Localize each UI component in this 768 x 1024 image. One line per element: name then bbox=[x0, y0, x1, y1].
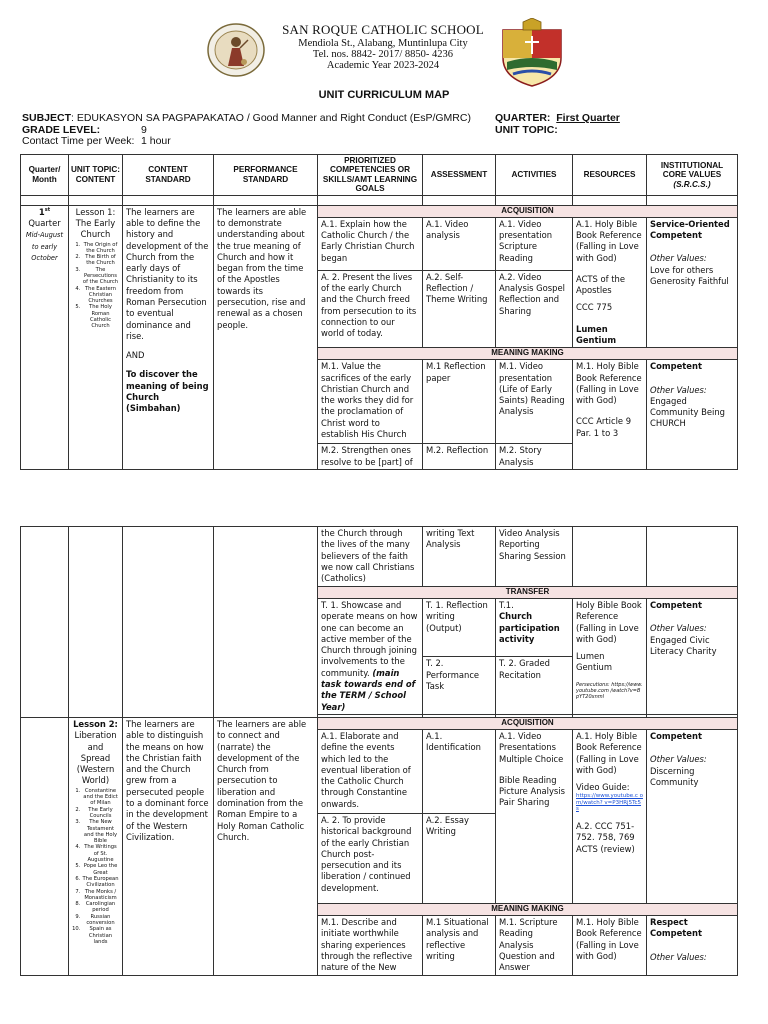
lesson-2-topic: 6. The European Civilization bbox=[82, 876, 119, 889]
performance-standard-cont bbox=[214, 527, 318, 718]
assessment-a2: A.2. Self-Reflection / Theme Writing bbox=[423, 270, 496, 348]
values-title: Competent bbox=[650, 600, 702, 610]
resources-a1: A.1. Holy Bible Book Reference (Falling in Love with God) bbox=[576, 218, 642, 263]
school-name: SAN ROQUE CATHOLIC SCHOOL bbox=[282, 22, 484, 37]
lesson-1-cell bbox=[69, 205, 123, 469]
values-other-label: Other Values: bbox=[650, 253, 707, 264]
lesson-2-topic: 8. Carolingian period bbox=[82, 901, 119, 914]
competency-a2: A. 2. Present the lives of the early Church and the Church freed from persecution to its connection to our world of today. bbox=[318, 270, 423, 348]
subject-info bbox=[22, 113, 762, 148]
resources-video-guide: Video Guide: bbox=[576, 782, 630, 793]
competency-l2-a2: A. 2. To provide historical background of the early Christian Church post-persecution and its liberation / continued development. bbox=[318, 813, 423, 903]
values-m bbox=[647, 360, 738, 470]
school-phone: Tel. nos. 8842- 2017/ 8850- 4236 bbox=[312, 49, 454, 60]
quarter-num: 1 bbox=[38, 206, 45, 217]
lesson-2-performance-standard: The learners are able to connect and (narrate) the development of the Church from persecution to liberation and domination from the Roman Empire to a Holy Roman Catholic Church. bbox=[214, 717, 318, 975]
core-values-title: INSTITUTIONAL CORE VALUES bbox=[660, 160, 724, 180]
lesson-1-performance-standard: The learners are able to demonstrate understanding about the true meaning of Church and how it began from the time of the Apostles towards its persecution, rise and renewal as a chosen people. bbox=[214, 205, 318, 469]
values-other-label: Other Values: bbox=[650, 384, 707, 395]
lesson-1-topic: 4. The Eastern Christian Churches bbox=[82, 286, 119, 305]
competency-l2-a1: A.1. Elaborate and define the events which led to the eventual liberation of the Catholic Church through Constantine onwards. bbox=[318, 729, 423, 813]
header-quarter: Quarter/ Month bbox=[21, 155, 69, 196]
activities-a1: A.1. Video presentation Scripture Reading bbox=[496, 217, 573, 270]
resources-lumen: Lumen Gentium bbox=[576, 323, 617, 345]
lesson-2-title: Lesson 2: bbox=[73, 718, 118, 729]
lesson-2-topic: 7. The Monks / Monasticism bbox=[82, 889, 119, 902]
contact-label: Contact Time per Week: bbox=[22, 135, 135, 147]
values-other-label: Other Values: bbox=[650, 623, 707, 634]
lesson-1-topic: 1. The Origin of the Church bbox=[82, 242, 119, 255]
resources-l2-a2: A.2. CCC 751-752. 758, 769 ACTS (review) bbox=[576, 820, 635, 854]
lesson-1-topic: 2. The Birth of the Church bbox=[82, 254, 119, 267]
quarter-sup: st bbox=[44, 206, 51, 213]
lesson-2-topic: 2. The Early Councils bbox=[82, 807, 119, 820]
activities-l2-a bbox=[496, 729, 573, 903]
resources-l2-m1: M.1. Holy Bible Book Reference (Falling in Love with God) bbox=[573, 915, 647, 975]
assessment-a1: A.1. Video analysis bbox=[423, 217, 496, 270]
school-address: Mendiola St., Alabang, Muntinlupa City bbox=[298, 38, 468, 49]
resources-a bbox=[573, 217, 647, 348]
document-header bbox=[0, 0, 768, 110]
resources-ccc-art: CCC Article 9 Par. 1 to 3 bbox=[576, 416, 632, 438]
curriculum-table-page-2 bbox=[20, 526, 738, 976]
resources-l2-a bbox=[573, 729, 647, 903]
values-list: Engaged Community Being CHURCH bbox=[650, 395, 725, 429]
values-other-label: Other Values: bbox=[650, 754, 707, 765]
lesson-1-topic: 3. The Persecutions of the Church bbox=[82, 267, 119, 286]
phase-acquisition: ACQUISITION bbox=[318, 205, 738, 217]
school-info bbox=[268, 22, 498, 71]
competency-t1-main-task: (main task towards end of the TERM / School Year) bbox=[321, 667, 416, 712]
values-title: Competent bbox=[650, 361, 702, 372]
core-values-sub: (S.R.C.S.) bbox=[673, 179, 711, 189]
lesson-1-topic: 5. The Holy Roman Catholic Church bbox=[82, 304, 119, 329]
content-standard-and: AND bbox=[126, 350, 145, 361]
assessment-t2: T. 2. Performance Task bbox=[423, 657, 496, 714]
subject-label: SUBJECT bbox=[22, 112, 72, 124]
assessment-m2-cont: writing Text Analysis bbox=[423, 527, 496, 587]
values-l2-a bbox=[647, 729, 738, 903]
values-t bbox=[647, 599, 738, 715]
assessment-l2-m1: M.1 Situational analysis and reflective writing bbox=[423, 915, 496, 975]
values-list: Discerning Community bbox=[650, 765, 699, 787]
activities-l2-a1: A.1. Video Presentations Multiple Choice bbox=[499, 730, 564, 764]
lesson-1-title: Lesson 1: bbox=[75, 206, 116, 217]
resources-m bbox=[573, 360, 647, 470]
resources-persecutions-link[interactable]: Persecutions: https://www.youtube.com /watch?v=BpYT20xnml bbox=[576, 681, 643, 700]
quarter-cell-lesson-2 bbox=[21, 717, 69, 975]
lesson-1-name: The Early Church bbox=[75, 217, 116, 240]
phase-acquisition-2: ACQUISITION bbox=[318, 717, 738, 729]
lesson-2-topic: 10. Spain as Christian lands bbox=[82, 926, 119, 945]
activities-m2: M.2. Story Analysis bbox=[496, 444, 573, 470]
activities-l2-m1: M.1. Scripture Reading Analysis Question and Answer bbox=[496, 915, 573, 975]
lesson-2-topic: 9. Russian conversion bbox=[82, 914, 119, 927]
content-standard-emphasis: To discover the meaning of being Church (Simbahan) bbox=[126, 369, 209, 414]
resources-t bbox=[573, 599, 647, 715]
resources-l2-a1: A.1. Holy Bible Book Reference (Falling in Love with God) bbox=[576, 730, 642, 775]
document-title: UNIT CURRICULUM MAP bbox=[318, 89, 450, 101]
quarter-label-cell: Quarter bbox=[28, 217, 61, 228]
diocese-crest-icon bbox=[497, 18, 567, 88]
content-standard-text: The learners are able to define the history and development of the Church from the early days of Christianity to its freedom from Roman Persecution to eventual dominance and rise. bbox=[126, 206, 209, 341]
header-content-standard: CONTENT STANDARD bbox=[123, 155, 214, 196]
resources-t1: Holy Bible Book Reference (Falling in Love with God) bbox=[576, 600, 642, 644]
competency-m1: M.1. Value the sacrifices of the early Christian Church and the works they did for the proclamation of Christ word to establish His Church bbox=[318, 360, 423, 444]
assessment-m2: M.2. Reflection bbox=[423, 444, 496, 470]
assessment-l2-a2: A.2. Essay Writing bbox=[423, 813, 496, 903]
quarter-cell bbox=[21, 205, 69, 469]
header-activities: ACTIVITIES bbox=[496, 155, 573, 196]
lesson-2-cell bbox=[69, 717, 123, 975]
values-title: Respect Competent bbox=[650, 916, 702, 939]
contact-value: 1 hour bbox=[141, 135, 171, 147]
lesson-2-topic: 1. Constantine and the Edict of Milan bbox=[82, 788, 119, 807]
values-m2-cont bbox=[647, 527, 738, 587]
lesson-1-content-standard bbox=[123, 205, 214, 469]
header-unit-topic: UNIT TOPIC: CONTENT bbox=[69, 155, 123, 196]
grade-label: GRADE LEVEL: bbox=[22, 123, 101, 136]
lesson-2-topics bbox=[72, 788, 119, 945]
curriculum-table-page-1 bbox=[20, 154, 738, 470]
subject-value: : EDUKASYON SA PAGPAPAKATAO / Good Manner and Right Conduct (EsP/GMRC) bbox=[71, 112, 471, 124]
values-a bbox=[647, 217, 738, 348]
values-title: Service-Oriented Competent bbox=[650, 218, 730, 240]
activities-m2-cont: Video Analysis Reporting Sharing Session bbox=[496, 527, 573, 587]
phase-meaning-making: MEANING MAKING bbox=[318, 348, 738, 360]
lesson-1-topics bbox=[72, 242, 119, 330]
assessment-t1: T. 1. Reflection writing (Output) bbox=[423, 599, 496, 657]
lesson-2-content-standard: The learners are able to distinguish the means on how the Christian faith and the Church grew from a persecuted people to a dominant force in the development of the Western Civilization. bbox=[123, 717, 214, 975]
assessment-l2-a1: A.1. Identification bbox=[423, 729, 496, 813]
quarter-cell-cont bbox=[21, 527, 69, 718]
header-competencies: PRIORITIZED COMPETENCIES OR SKILLS/AMT LEARNING GOALS bbox=[318, 155, 423, 196]
competency-t1-text: T. 1. Showcase and operate means on how one can become an active member of the Church through joining involvements to the community. bbox=[321, 600, 418, 678]
values-list: Love for others Generosity Faithful bbox=[650, 264, 729, 286]
school-seal-icon bbox=[206, 22, 266, 78]
competency-l2-m1: M.1. Describe and initiate worthwhile sharing experiences through the reflective nature of the New bbox=[318, 915, 423, 975]
header-assessment: ASSESSMENT bbox=[423, 155, 496, 196]
values-title: Competent bbox=[650, 730, 702, 741]
phase-meaning-making-2: MEANING MAKING bbox=[318, 903, 738, 915]
header-performance-standard: PERFORMANCE STANDARD bbox=[214, 155, 318, 196]
header-core-values bbox=[647, 155, 738, 196]
competency-m2: M.2. Strengthen ones resolve to be [part] of bbox=[318, 444, 423, 470]
competency-a1: A.1. Explain how the Catholic Church / the Early Christian Church began bbox=[318, 217, 423, 270]
quarter-value: First Quarter bbox=[556, 112, 620, 124]
resources-video-link[interactable]: https://www.youtube.c om/watch? v=P3HRj5Tc5s bbox=[576, 793, 643, 813]
activities-m1: M.1. Video presentation (Life of Early Saints) Reading Analysis bbox=[496, 360, 573, 444]
values-list: Engaged Civic Literacy Charity bbox=[650, 634, 717, 656]
resources-lumen-t: Lumen Gentium bbox=[576, 651, 613, 673]
resources-m2-cont bbox=[573, 527, 647, 587]
competency-m2-cont: the Church through the lives of the many believers of the faith we now call Christians (Catholics) bbox=[318, 527, 423, 587]
activities-t1-code: T.1. bbox=[499, 600, 514, 610]
academic-year: Academic Year 2023-2024 bbox=[326, 60, 440, 71]
lesson-1-cell-cont bbox=[69, 527, 123, 718]
activities-t2: T. 2. Graded Recitation bbox=[496, 657, 573, 714]
resources-acts: ACTS of the Apostles bbox=[576, 273, 626, 296]
lesson-2-topic: 4. The Writings of St. Augustine bbox=[82, 844, 119, 863]
phase-transfer: TRANSFER bbox=[318, 587, 738, 599]
header-resources: RESOURCES bbox=[573, 155, 647, 196]
values-other-label: Other Values: bbox=[650, 951, 707, 962]
activities-t1-text: Church participation activity bbox=[499, 611, 560, 644]
quarter-label: QUARTER: bbox=[495, 112, 551, 124]
lesson-2-name: Liberation and Spread (Western World) bbox=[74, 730, 117, 786]
content-standard-cont bbox=[123, 527, 214, 718]
activities-a2: A.2. Video Analysis Gospel Reflection and Sharing bbox=[496, 270, 573, 348]
lesson-2-topic: 3. The New Testament and the Holy Bible bbox=[82, 819, 119, 844]
values-l2-m bbox=[647, 915, 738, 975]
resources-m1: M.1. Holy Bible Book Reference (Falling in Love with God) bbox=[576, 361, 642, 406]
assessment-m1: M.1 Reflection paper bbox=[423, 360, 496, 444]
quarter-months: Mid-August to early October bbox=[25, 231, 64, 262]
activities-l2-a1-more: Bible Reading Picture Analysis Pair Sharing bbox=[499, 774, 565, 808]
grade-value: 9 bbox=[141, 123, 147, 136]
unit-topic-label: UNIT TOPIC: bbox=[495, 123, 558, 136]
activities-t1 bbox=[496, 599, 573, 657]
lesson-2-topic: 5. Pope Leo the Great bbox=[82, 863, 119, 876]
competency-t1 bbox=[318, 599, 423, 715]
resources-ccc: CCC 775 bbox=[576, 302, 613, 313]
